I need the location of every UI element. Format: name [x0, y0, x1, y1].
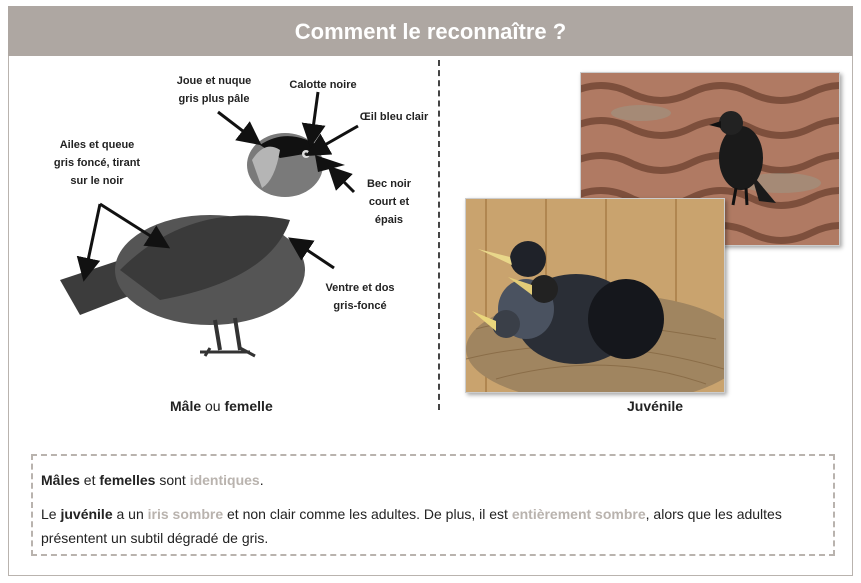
label-ventre-dos: Ventre et dos gris-foncé: [325, 282, 395, 312]
section-divider: [438, 60, 440, 410]
label-joue-nuque: Joue et nuque gris plus pâle: [176, 75, 252, 105]
summary-note: [31, 454, 835, 556]
adult-caption: Mâle ou femelle: [170, 398, 273, 414]
note-line-1: Mâles et femelles sont identiques.: [41, 472, 264, 488]
page-title: Comment le reconnaître ?: [8, 6, 853, 56]
juvenile-nest-photo: [465, 198, 725, 393]
label-oeil: Œil bleu clair: [359, 111, 429, 123]
note-line-2: Le juvénile a un iris sombre et non clair comme les adultes. De plus, il est entièrement sombre, alors que les adultes présentent un subtil dégradé de gris.: [41, 506, 782, 546]
label-bec: Bec noir court et épais: [366, 178, 411, 226]
label-calotte: Calotte noire: [289, 79, 357, 91]
label-ailes-queue: Ailes et queue gris foncé, tirant sur le noir: [53, 139, 141, 187]
juvenile-caption: Juvénile: [627, 398, 684, 414]
